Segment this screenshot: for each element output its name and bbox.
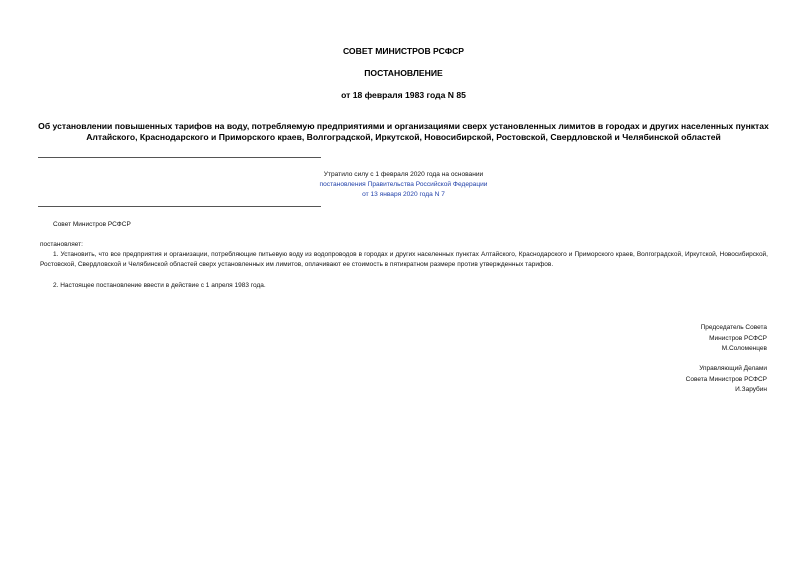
resolution-item-2: 2. Настоящее постановление ввести в действие с 1 апреля 1983 года. (53, 282, 266, 289)
bottom-divider (38, 206, 321, 207)
resolution-item-1: 1. Установить, что все предприятия и организации, потребляющие питьевую воду из водопроводов в городах и других населенных пунктах Алтайского, Краснодарского и Приморского краев, Волгоградской, Иркутской, Новосибирской, Ростовской, Свердловской и Челябинской областей сверх установленных им лимитов, оплачивают ее стоимость в пятикратном размере против утвержденных тарифов. (40, 251, 768, 268)
status-note-link-line1[interactable]: постановления Правительства Российской Федерации (319, 181, 488, 188)
signatory-2-org: Совета Министров РСФСР (685, 375, 767, 383)
issuer-heading: СОВЕТ МИНИСТРОВ РСФСР (342, 46, 465, 56)
signatory-1-name: М.Соломенцев (721, 345, 767, 352)
signatory-2-name: И.Зарубин (735, 386, 767, 393)
signatory-1-org: Министров РСФСР (709, 334, 767, 342)
top-divider (38, 157, 321, 158)
issuing-authority: Совет Министров РСФСР (53, 221, 131, 228)
decrees-label: постановляет: (40, 241, 83, 248)
date-number-heading: от 18 февраля 1983 года N 85 (341, 90, 466, 100)
signatory-1-role: Председатель Совета (700, 324, 767, 331)
document-type-heading: ПОСТАНОВЛЕНИЕ (364, 68, 443, 78)
status-note-text: Утратило силу с 1 февраля 2020 года на основании (323, 171, 484, 178)
document-subject-title: Об установлении повышенных тарифов на воду, потребляемую предприятиями и организациями сверх установленных лимитов в городах и других населенных пунктах Алтайского, Краснодарского и Приморского краев, Волгоградской, Иркутской, Новосибирской, Ростовской, Свердловской и Челябинской областей (38, 121, 769, 142)
signatory-2-role: Управляющий Делами (699, 365, 767, 372)
status-note-link-line2[interactable]: от 13 января 2020 года N 7 (362, 191, 445, 198)
